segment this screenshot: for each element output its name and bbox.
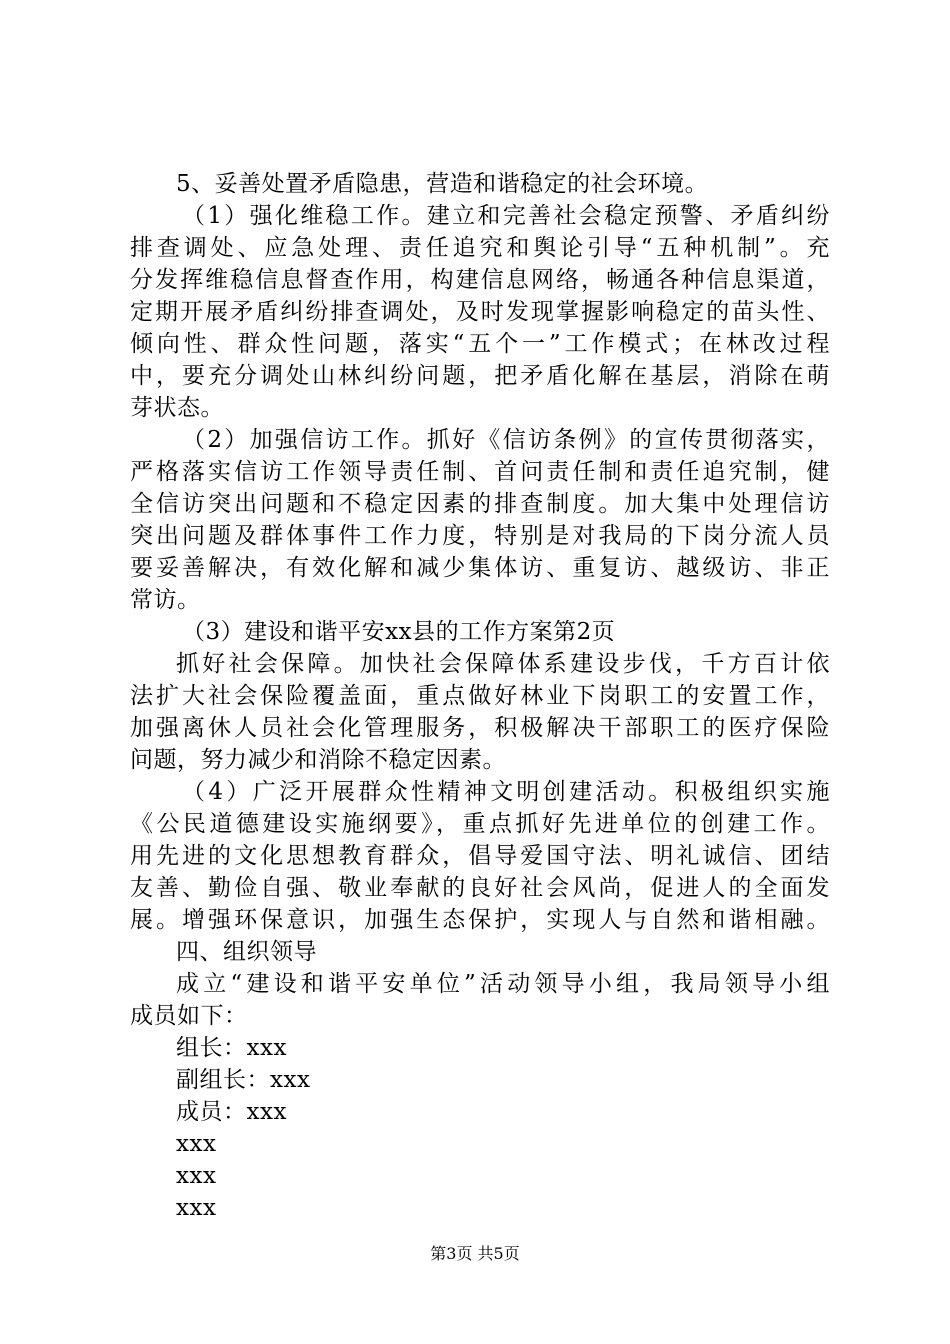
text-line: 全信访突出问题和不稳定因素的排查制度。加大集中处理信访 — [130, 491, 830, 517]
document-body — [130, 168, 830, 1224]
text-line: 常访。 — [130, 587, 201, 613]
text-line: 分发挥维稳信息督查作用，构建信息网络，畅通各种信息渠道， — [130, 267, 830, 293]
text-line: （3）建设和谐平安xx县的工作方案第2页 — [182, 619, 616, 645]
text-line: （2）加强信访工作。抓好《信访条例》的宣传贯彻落实， — [182, 427, 830, 453]
text-line: 友善、勤俭自强、敬业奉献的良好社会风尚，促进人的全面发 — [130, 875, 830, 901]
text-line: 展。增强环保意识，加强生态保护，实现人与自然和谐相融。 — [130, 907, 830, 933]
text-line: 定期开展矛盾纠纷排查调处，及时发现掌握影响稳定的苗头性、 — [130, 299, 830, 325]
text-line: 突出问题及群体事件工作力度，特别是对我局的下岗分流人员 — [130, 523, 830, 549]
text-line: 倾向性、群众性问题，落实“五个一”工作模式；在林改过程 — [130, 331, 830, 357]
text-line: 5、妥善处置矛盾隐患，营造和谐稳定的社会环境。 — [176, 171, 709, 197]
text-line: xxx — [176, 1131, 217, 1157]
text-line: 要妥善解决，有效化解和减少集体访、重复访、越级访、非正 — [130, 555, 830, 581]
text-line: 成员：xxx — [176, 1099, 287, 1125]
text-line: xxx — [176, 1163, 217, 1189]
text-line: 加强离休人员社会化管理服务，积极解决干部职工的医疗保险 — [130, 715, 830, 741]
text-line: 问题，努力减少和消除不稳定因素。 — [130, 747, 506, 773]
text-line: 法扩大社会保险覆盖面，重点做好林业下岗职工的安置工作， — [130, 683, 830, 709]
text-line: 芽状态。 — [130, 395, 224, 421]
text-line: xxx — [176, 1195, 217, 1221]
text-line: 副组长：xxx — [176, 1067, 311, 1093]
text-line: 中，要充分调处山林纠纷问题，把矛盾化解在基层，消除在萌 — [130, 363, 830, 389]
text-line: 成员如下： — [130, 1003, 248, 1029]
text-line: 《公民道德建设实施纲要》，重点抓好先进单位的创建工作。 — [130, 811, 830, 837]
text-line: 严格落实信访工作领导责任制、首问责任制和责任追究制，健 — [130, 459, 830, 485]
text-line: （1）强化维稳工作。建立和完善社会稳定预警、矛盾纠纷 — [182, 203, 830, 229]
text-line: 排查调处、应急处理、责任追究和舆论引导“五种机制”。充 — [130, 235, 830, 261]
text-line: 四、组织领导 — [176, 939, 317, 965]
text-line: 成立“建设和谐平安单位”活动领导小组，我局领导小组 — [176, 971, 830, 997]
text-line: （4）广泛开展群众性精神文明创建活动。积极组织实施 — [182, 779, 830, 805]
page-footer: 第3页 共5页 — [430, 1244, 520, 1263]
text-line: 用先进的文化思想教育群众，倡导爱国守法、明礼诚信、团结 — [130, 843, 830, 869]
text-line: 组长：xxx — [176, 1035, 287, 1061]
text-line: 抓好社会保障。加快社会保障体系建设步伐，千方百计依 — [176, 651, 830, 677]
